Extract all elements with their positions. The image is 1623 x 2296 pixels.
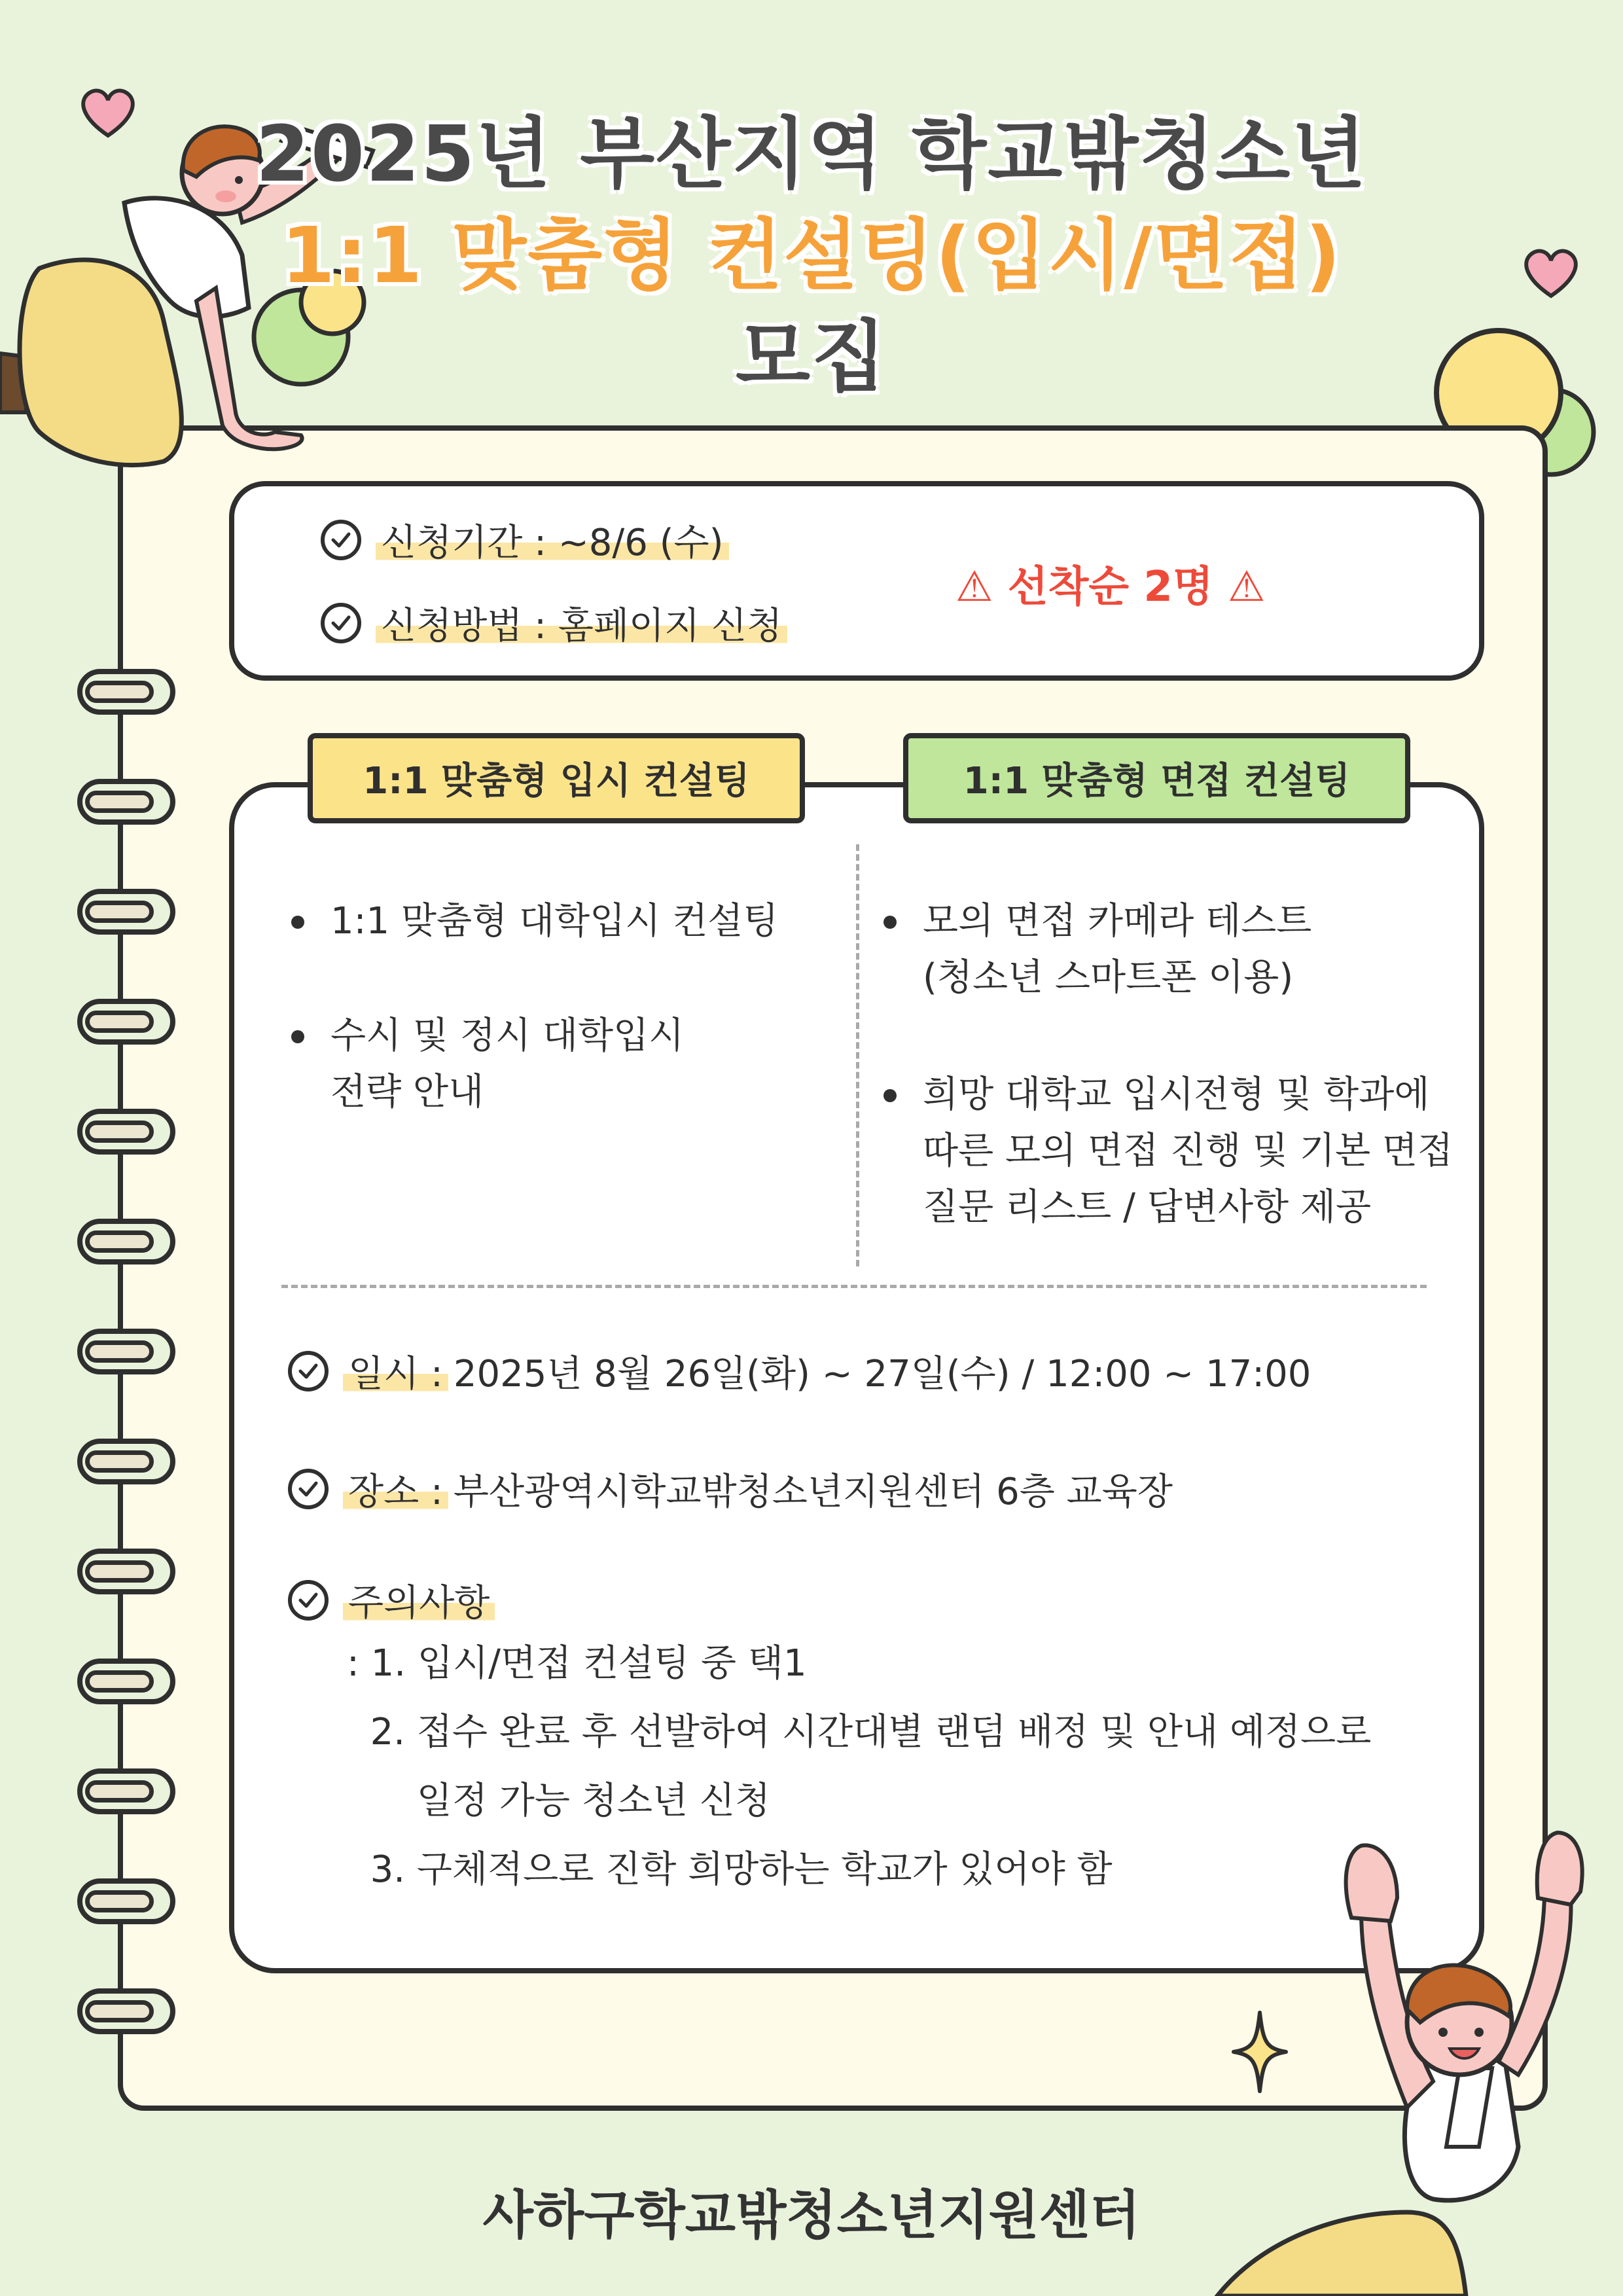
event-place bbox=[288, 1463, 1173, 1515]
notebook-ring bbox=[77, 1878, 175, 1924]
notebook-ring bbox=[77, 1768, 175, 1814]
notebook-ring bbox=[77, 1439, 175, 1484]
notebook-ring bbox=[77, 1219, 175, 1265]
notice-line: 일정 가능 청소년 신청 bbox=[347, 1780, 771, 1822]
first-come-notice: ⚠ 선착순 2명 ⚠ bbox=[955, 563, 1266, 611]
tab-interview-consulting: 1:1 맞춤형 면접 컨설팅 bbox=[903, 733, 1410, 823]
notebook-ring bbox=[77, 889, 175, 935]
notebook-ring bbox=[77, 779, 175, 825]
event-date-label: 일시 : bbox=[343, 1345, 448, 1397]
notebook-ring bbox=[77, 999, 175, 1045]
notice-line: 2. 접수 완료 후 선발하여 시간대별 랜덤 배정 및 안내 예정으로 bbox=[347, 1711, 1372, 1753]
list-item: 희망 대학교 입시전형 및 학과에 따른 모의 면접 진행 및 기본 면접 질문 리스트 / 답변사항 제공 bbox=[883, 1067, 1453, 1236]
list-item: 모의 면접 카메라 테스트 (청소년 스마트폰 이용) bbox=[883, 893, 1311, 1006]
notice-heading bbox=[288, 1574, 495, 1626]
notice-line: : 1. 입시/면접 컨설팅 중 택1 bbox=[347, 1642, 807, 1685]
check-circle-icon bbox=[288, 1351, 329, 1391]
check-circle-icon bbox=[321, 603, 361, 643]
application-method-text: 신청방법 : 홈페이지 신청 bbox=[376, 597, 787, 649]
notebook-ring bbox=[77, 1329, 175, 1374]
section-divider bbox=[281, 1285, 1427, 1288]
application-period-text: 신청기간 : ~8/6 (수) bbox=[376, 514, 729, 566]
check-circle-icon bbox=[288, 1469, 329, 1509]
page-title-line3: 모집 bbox=[736, 312, 887, 402]
tab-admission-consulting: 1:1 맞춤형 입시 컨설팅 bbox=[308, 733, 805, 823]
check-circle-icon bbox=[321, 520, 361, 560]
application-period bbox=[321, 514, 729, 566]
page-title-line1: 2025년 부산지역 학교밖청소년 bbox=[255, 109, 1368, 199]
event-date-value: 2025년 8월 26일(화) ~ 27일(수) / 12:00 ~ 17:00 bbox=[453, 1353, 1311, 1395]
event-place-label: 장소 : bbox=[343, 1463, 448, 1515]
check-circle-icon bbox=[288, 1580, 329, 1621]
event-date bbox=[288, 1345, 1311, 1397]
list-item: 수시 및 정시 대학입시 전략 안내 bbox=[291, 1008, 684, 1121]
notebook-ring bbox=[77, 1109, 175, 1155]
application-info-card bbox=[229, 481, 1484, 681]
notebook-ring bbox=[77, 1988, 175, 2034]
notebook-ring bbox=[77, 669, 175, 715]
notice-label: 주의사항 bbox=[343, 1574, 495, 1626]
page-title-line2: 1:1 맞춤형 컨설팅(입시/면접) bbox=[281, 210, 1342, 300]
list-item: 1:1 맞춤형 대학입시 컨설팅 bbox=[291, 893, 779, 950]
notebook-ring bbox=[77, 1549, 175, 1594]
organization-footer: 사하구학교밖청소년지원센터 bbox=[482, 2185, 1141, 2246]
event-place-value: 부산광역시학교밖청소년지원센터 6층 교육장 bbox=[453, 1471, 1173, 1513]
notice-line: 3. 구체적으로 진학 희망하는 학교가 있어야 함 bbox=[347, 1848, 1113, 1891]
notebook-ring bbox=[77, 1659, 175, 1704]
column-divider bbox=[856, 844, 859, 1266]
application-method bbox=[321, 597, 787, 649]
